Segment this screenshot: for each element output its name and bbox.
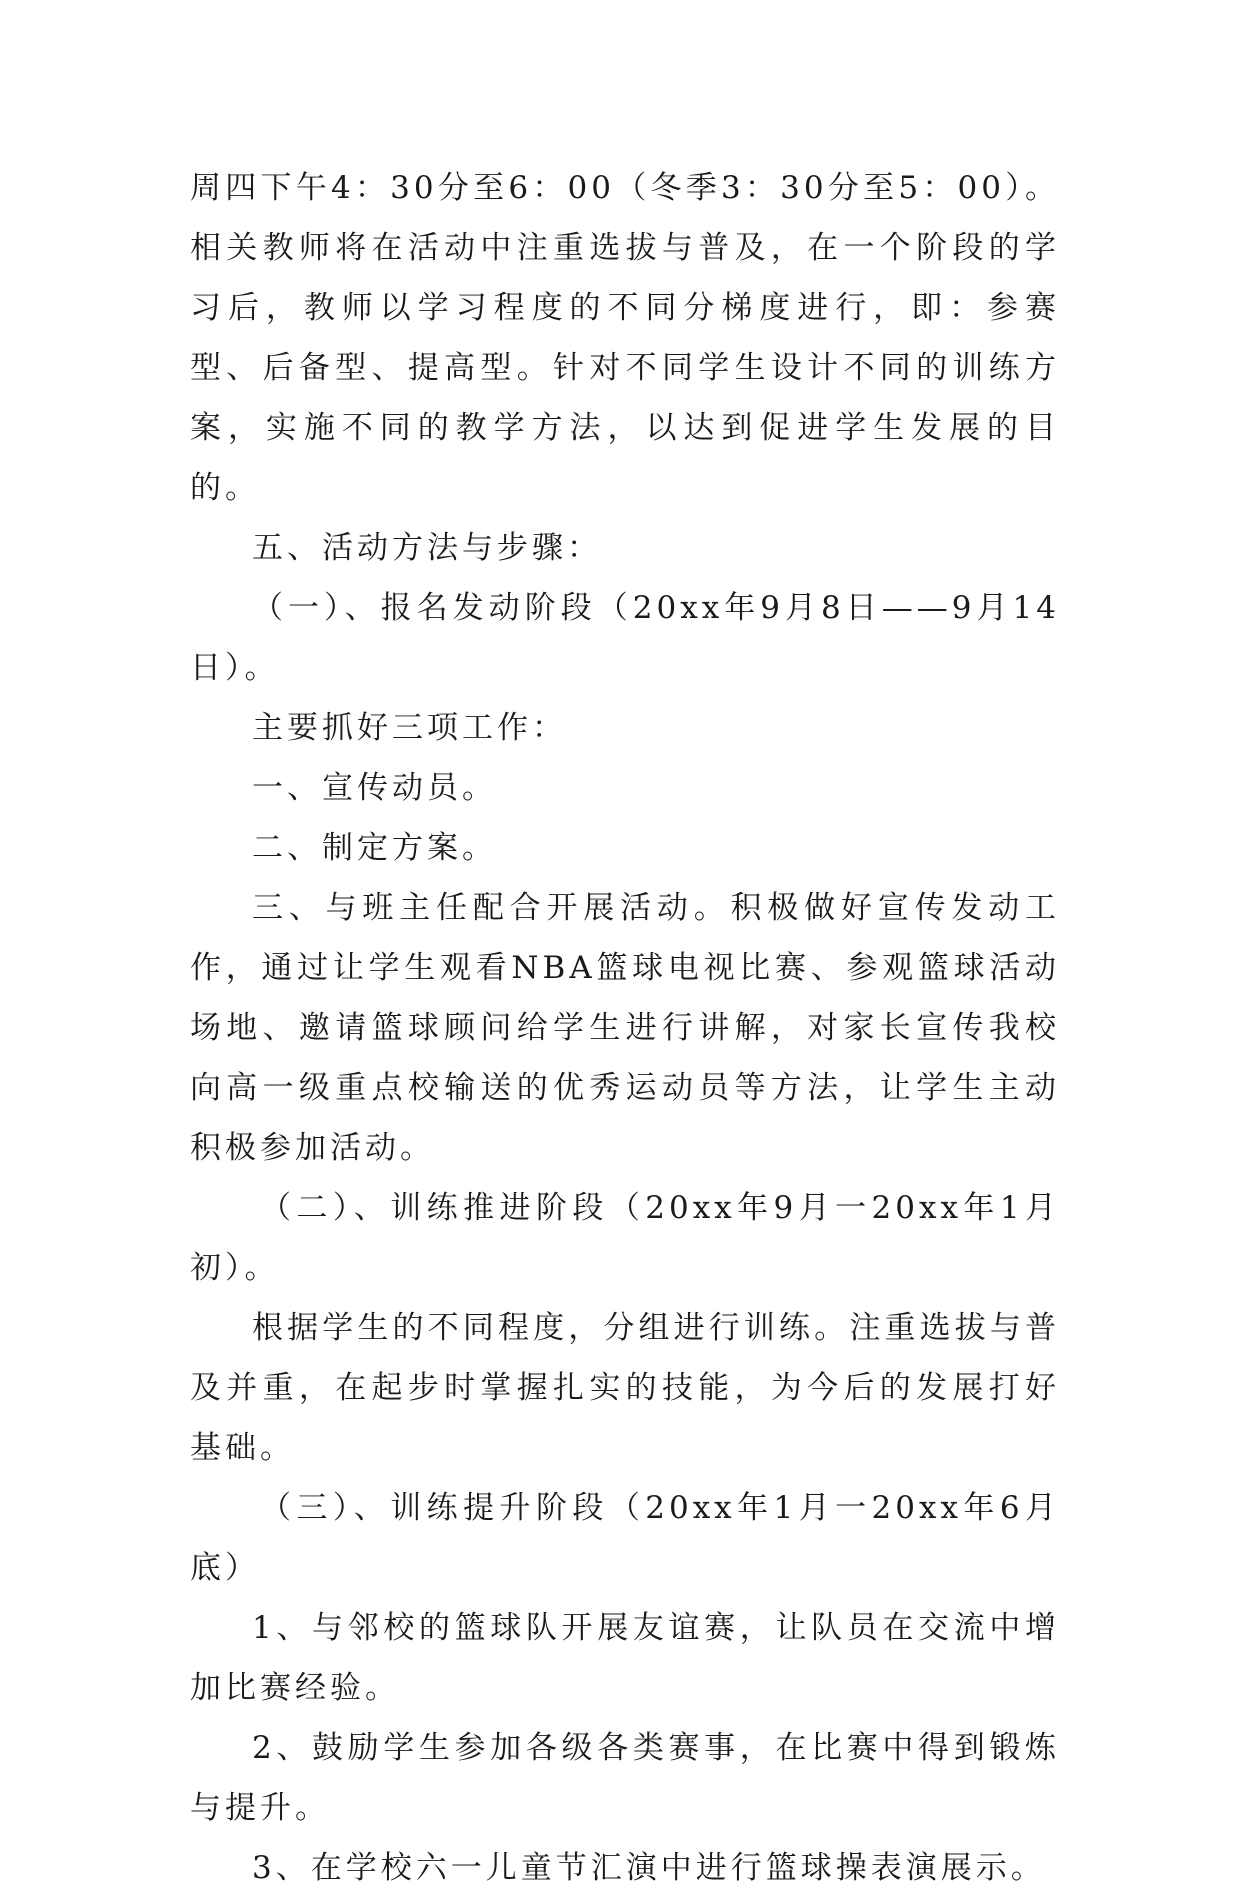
document-body bbox=[190, 158, 1060, 1898]
stage-heading-training: （二）、训练推进阶段（20xx年9月一20xx年1月初）。 bbox=[190, 1190, 1060, 1286]
paragraph-schedule: 周四下午4：30分至6：00（冬季3：30分至5：00）。相关教师将在活动中注重选拔与普及，在一个阶段的学习后，教师以学习程度的不同分梯度进行，即：参赛型、后备型、提高型。针对不同学生设计不同的训练方案，实施不同的教学方法，以达到促进学生发展的目的。 bbox=[190, 170, 1060, 506]
list-item-performance: 3、在学校六一儿童节汇演中进行篮球操表演展示。 bbox=[252, 1850, 1046, 1886]
section-heading-methods: 五、活动方法与步骤： bbox=[252, 530, 602, 566]
stage-heading-improvement: （三）、训练提升阶段（20xx年1月一20xx年6月底） bbox=[190, 1490, 1060, 1586]
stage-heading-registration: （一）、报名发动阶段（20xx年9月8日——9月14日）。 bbox=[190, 590, 1060, 686]
list-item-competitions: 2、鼓励学生参加各级各类赛事，在比赛中得到锻炼与提升。 bbox=[190, 1730, 1060, 1826]
paragraph-three-tasks: 主要抓好三项工作： bbox=[252, 710, 567, 746]
list-item-publicity: 一、宣传动员。 bbox=[252, 770, 497, 806]
list-item-friendly-match: 1、与邻校的篮球队开展友谊赛，让队员在交流中增加比赛经验。 bbox=[190, 1610, 1060, 1706]
list-item-cooperation: 三、与班主任配合开展活动。积极做好宣传发动工作，通过让学生观看NBA篮球电视比赛、参观篮球活动场地、邀请篮球顾问给学生进行讲解，对家长宣传我校向高一级重点校输送的优秀运动员等方法，让学生主动积极参加活动。 bbox=[190, 890, 1060, 1166]
list-item-plan: 二、制定方案。 bbox=[252, 830, 497, 866]
paragraph-grouping: 根据学生的不同程度，分组进行训练。注重选拔与普及并重，在起步时掌握扎实的技能，为今后的发展打好基础。 bbox=[190, 1310, 1060, 1466]
